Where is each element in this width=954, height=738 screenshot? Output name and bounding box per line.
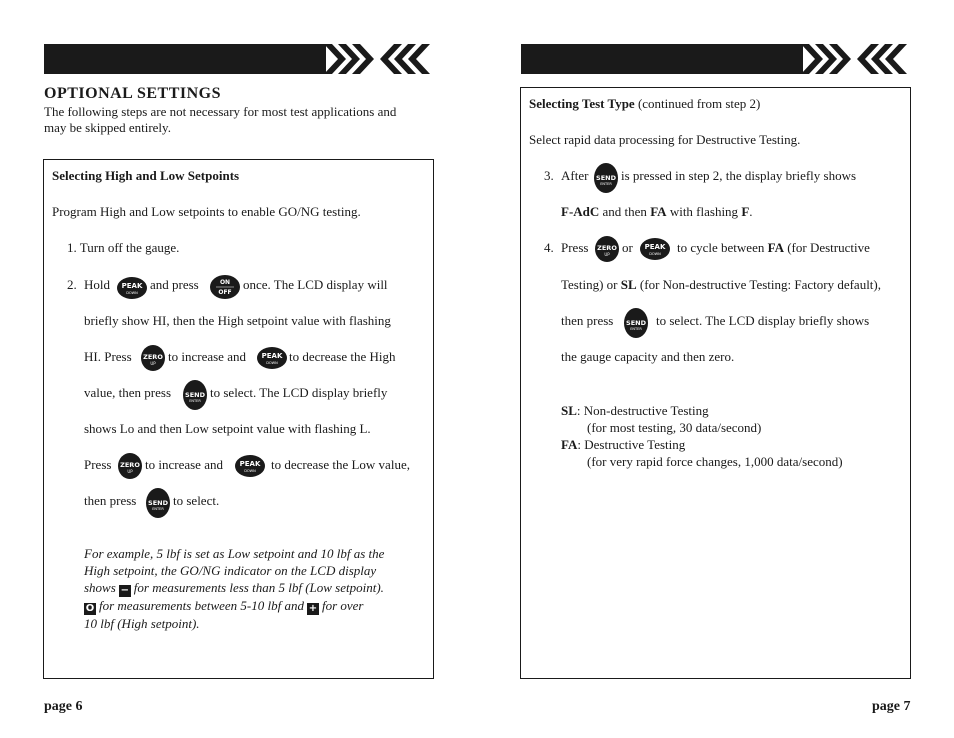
step-3-number: 3. — [544, 168, 554, 183]
step-text: value, then press — [84, 385, 172, 400]
step-text: is pressed in step 2, the display briefly shows — [621, 168, 857, 183]
mode-code: SL — [620, 277, 637, 292]
send-enter-button-icon — [182, 380, 212, 403]
example-line: For example, 5 lbf is set as Low setpoint and 10 lbf as the — [84, 546, 385, 561]
step-text: or — [622, 240, 633, 255]
step-1: 1. Turn off the gauge. — [67, 240, 180, 255]
zero-indicator-icon: O — [85, 603, 95, 614]
header-black-bar — [44, 44, 326, 74]
send-enter-button-icon — [623, 308, 653, 331]
plus-indicator-icon: + — [308, 603, 318, 614]
peak-down-button-icon — [257, 347, 287, 367]
button-sublabel: DOWN — [266, 361, 278, 365]
zero-up-button-icon — [594, 236, 624, 256]
peak-down-button-icon — [640, 238, 670, 258]
send-enter-button-icon — [593, 163, 623, 186]
fa-definition — [561, 436, 685, 453]
sl-detail: (for most testing, 30 data/second) — [587, 420, 762, 435]
step-4-number: 4. — [544, 240, 554, 255]
button-label: ON — [219, 279, 231, 286]
box-title-bold: Selecting Test Type — [529, 96, 635, 111]
text-span: : Non-destructive Testing — [576, 403, 709, 418]
button-label: PEAK — [261, 352, 283, 360]
step-text — [677, 240, 870, 256]
box-intro: Program High and Low setpoints to enable GO/NG testing. — [52, 204, 361, 219]
step-text: and press — [150, 277, 199, 292]
mode-code: F — [741, 204, 750, 219]
section-title: OPTIONAL SETTINGS — [44, 85, 221, 102]
button-sublabel: ENTER — [600, 182, 612, 186]
button-label: PEAK — [239, 460, 261, 468]
step-text: Press — [84, 457, 112, 472]
example-line: shows — [84, 580, 116, 595]
mode-code: FA — [561, 437, 578, 452]
step-text: to select. — [173, 493, 220, 508]
step-text: to select. The LCD display briefly shows — [656, 313, 870, 328]
mode-code: FA — [767, 240, 784, 255]
button-sublabel: ENTER — [630, 327, 642, 331]
button-sublabel: ENTER — [189, 399, 201, 403]
step-text: the gauge capacity and then zero. — [561, 349, 735, 364]
left-header-bar — [44, 44, 434, 74]
peak-down-button-icon — [235, 455, 265, 475]
step-text: briefly show HI, then the High setpoint value with flashing — [84, 313, 391, 328]
sl-definition — [561, 402, 709, 419]
zero-up-button-icon — [117, 453, 147, 473]
example-line: for over — [321, 598, 364, 613]
step-text: shows Lo and then Low setpoint value with flashing L. — [84, 421, 371, 436]
button-sublabel: DOWN — [126, 291, 138, 295]
intro-line: may be skipped entirely. — [44, 120, 171, 135]
box-title — [529, 96, 760, 112]
step-text: once. The LCD display will — [243, 277, 388, 292]
intro-text — [44, 104, 439, 136]
step-text: to increase and — [168, 349, 246, 364]
mode-code: F-AdC — [561, 204, 600, 219]
button-sublabel: UP — [127, 469, 133, 474]
button-label: SEND — [185, 391, 205, 399]
header-black-bar — [521, 44, 803, 74]
step-text: to increase and — [145, 457, 223, 472]
step-text: then press — [561, 313, 614, 328]
step-text: Hold — [84, 277, 110, 292]
example-line: for measurements less than 5 lbf (Low setpoint). — [133, 580, 384, 595]
button-sublabel: ENTER — [152, 507, 164, 511]
example-line: High setpoint, the GO/NG indicator on the LCD display — [84, 563, 377, 578]
button-label: ZERO — [120, 461, 140, 469]
text-span: and then — [602, 204, 647, 219]
double-chevron-icon — [324, 44, 434, 74]
box-title-rest: (continued from step 2) — [637, 96, 761, 111]
on-off-button-icon — [210, 275, 240, 295]
step-text: then press — [84, 493, 137, 508]
send-enter-button-icon — [145, 488, 175, 511]
step-text: HI. Press — [84, 349, 132, 364]
example-line: for measurements between 5-10 lbf and — [99, 598, 304, 613]
text-span: Testing) or — [561, 277, 618, 292]
button-label: ZERO — [597, 244, 617, 252]
button-label: PEAK — [644, 243, 666, 251]
text-span: . — [749, 204, 753, 219]
double-chevron-icon — [801, 44, 911, 74]
mode-code: SL — [561, 403, 577, 418]
step-text: Press — [561, 240, 589, 255]
text-span: : Destructive Testing — [577, 437, 686, 452]
text-span: with flashing — [669, 204, 739, 219]
mode-code: FA — [650, 204, 667, 219]
fa-detail: (for very rapid force changes, 1,000 data/second) — [587, 454, 843, 469]
peak-down-button-icon — [117, 277, 147, 297]
intro-line: The following steps are not necessary for most test applications and — [44, 104, 397, 119]
step-text: After — [561, 168, 589, 183]
text-span: to cycle between — [677, 240, 765, 255]
text-span: (for Non-destructive Testing: Factory default), — [639, 277, 881, 292]
example-line: 10 lbf (High setpoint). — [84, 616, 200, 631]
button-label: PEAK — [121, 282, 143, 290]
step-text — [561, 204, 753, 220]
button-label: SEND — [626, 319, 646, 327]
button-sublabel: DOWN — [244, 469, 256, 473]
box-title: Selecting High and Low Setpoints — [52, 168, 240, 183]
box-intro: Select rapid data processing for Destructive Testing. — [529, 132, 801, 147]
button-label: SEND — [148, 499, 168, 507]
button-sublabel: UP — [150, 361, 156, 366]
button-label: OFF — [218, 289, 232, 296]
button-sublabel: DOWN — [649, 252, 661, 256]
minus-indicator-icon: − — [120, 585, 129, 596]
step-2-number: 2. — [67, 277, 77, 292]
button-sublabel: UP — [604, 252, 610, 257]
step-text: to decrease the High — [289, 349, 396, 364]
step-text — [561, 277, 881, 293]
page-number-right: page 7 — [872, 699, 911, 714]
step-text: to select. The LCD display briefly — [210, 385, 388, 400]
right-header-bar — [521, 44, 911, 74]
button-label: SEND — [596, 174, 616, 182]
button-label: ZERO — [143, 353, 163, 361]
page-number-left: page 6 — [44, 699, 83, 714]
text-span: (for Destructive — [787, 240, 870, 255]
zero-up-button-icon — [140, 345, 170, 365]
example-note — [84, 545, 429, 632]
step-text: to decrease the Low value, — [271, 457, 410, 472]
